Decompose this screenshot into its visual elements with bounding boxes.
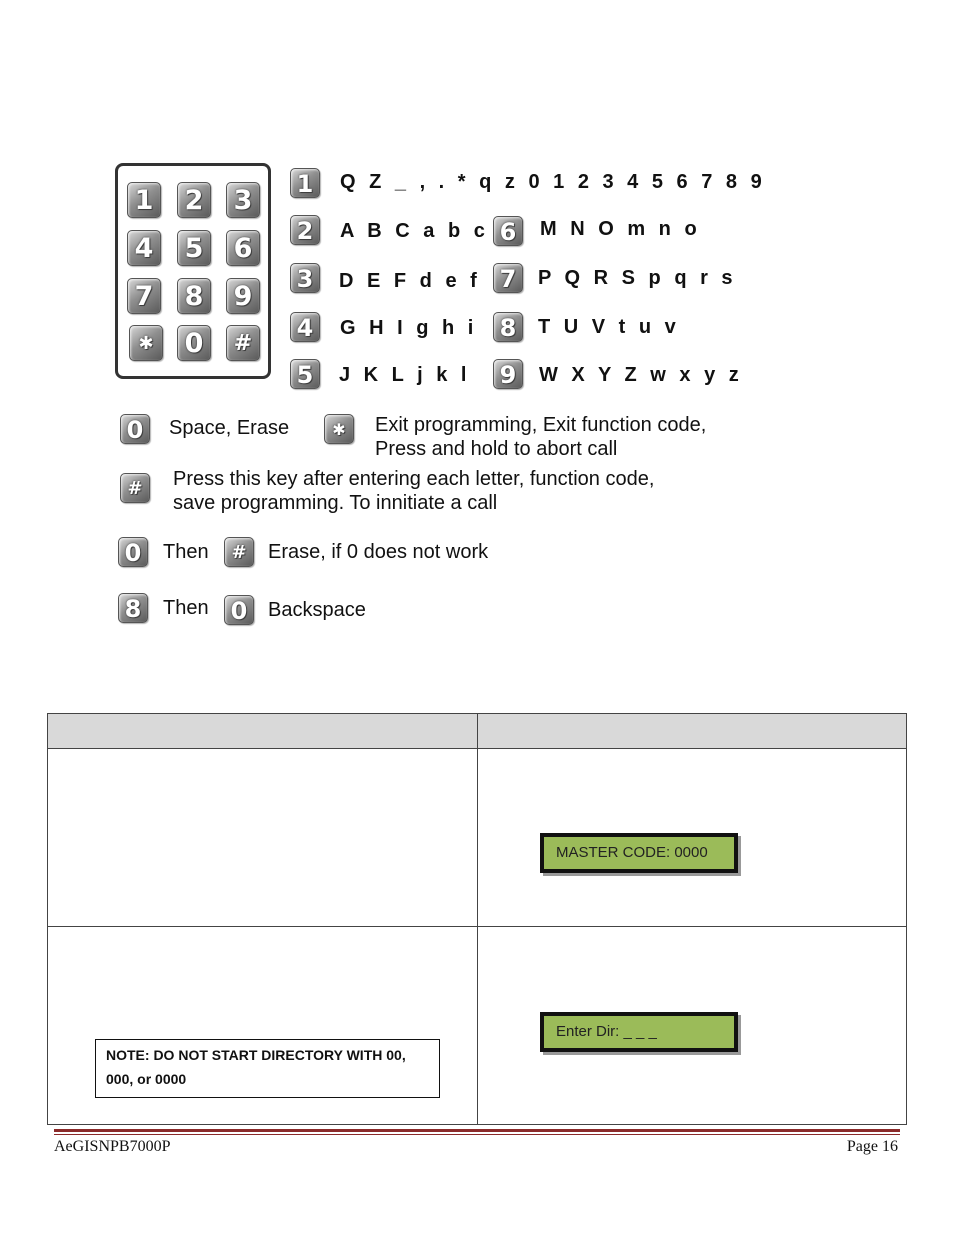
table-header-row [48, 714, 907, 749]
map-chars-5: J K L j k l [339, 364, 471, 386]
map-key-6: 6 [493, 216, 523, 246]
map-chars-9: W X Y Z w x y z [539, 364, 743, 386]
map-chars-4: G H I g h i [340, 317, 478, 339]
keypad-key-star: ✱ [129, 325, 163, 361]
keypad-key-9: 9 [226, 278, 260, 314]
combo1-key-b: # [224, 537, 254, 567]
map-key-8: 8 [493, 312, 523, 342]
map-key-2: 2 [290, 215, 320, 245]
combo2-key-b: 0 [224, 595, 254, 625]
combo1-desc: Erase, if 0 does not work [268, 541, 489, 563]
combo2-then: Then [163, 597, 209, 619]
table-header-cell [48, 714, 478, 749]
footer-rule-thin [54, 1134, 900, 1135]
map-key-4: 4 [290, 312, 320, 342]
legend-star-desc-1: Exit programming, Exit function code, [375, 414, 707, 436]
keypad-key-8: 8 [177, 278, 211, 314]
directory-note: NOTE: DO NOT START DIRECTORY WITH 00, 000, or 0000 [95, 1039, 440, 1098]
map-key-9: 9 [493, 359, 523, 389]
map-key-5: 5 [290, 359, 320, 389]
combo2-desc: Backspace [268, 599, 366, 621]
keypad-key-0: 0 [177, 325, 211, 361]
legend-star-key: ✱ [324, 414, 354, 444]
keypad-key-pound: # [226, 325, 260, 361]
map-chars-1: Q Z _ , . * q z 0 1 2 3 4 5 6 7 8 9 [340, 171, 766, 193]
map-chars-2: A B C a b c [340, 220, 489, 242]
combo2-key-a: 8 [118, 593, 148, 623]
keypad-illustration [115, 163, 271, 379]
map-chars-6: M N O m n o [540, 218, 701, 240]
keypad-key-7: 7 [127, 278, 161, 314]
keypad-key-4: 4 [127, 230, 161, 266]
table-header-cell [478, 714, 907, 749]
map-key-7: 7 [493, 263, 523, 293]
table-row [48, 749, 907, 927]
legend-star-desc-2: Press and hold to abort call [375, 438, 618, 460]
keypad-key-6: 6 [226, 230, 260, 266]
combo1-then: Then [163, 541, 209, 563]
keypad-key-3: 3 [226, 182, 260, 218]
keypad-key-2: 2 [177, 182, 211, 218]
legend-pound-key: # [120, 473, 150, 503]
footer-rule [54, 1129, 900, 1132]
footer-page-number: Page 16 [846, 1138, 898, 1155]
map-chars-8: T U V t u v [538, 316, 680, 338]
lcd-enter-dir: Enter Dir: _ _ _ [540, 1012, 738, 1052]
map-chars-7: P Q R S p q r s [538, 267, 737, 289]
keypad-key-5: 5 [177, 230, 211, 266]
legend-pound-desc-1: Press this key after entering each letter, function code, [173, 468, 655, 490]
keypad-key-1: 1 [127, 182, 161, 218]
map-key-1: 1 [290, 168, 320, 198]
map-chars-3: D E F d e f [339, 270, 481, 292]
lcd-master-code: MASTER CODE: 0000 [540, 833, 738, 873]
legend-pound-desc-2: save programming. To innitiate a call [173, 492, 498, 514]
map-key-3: 3 [290, 263, 320, 293]
legend-zero-key: 0 [120, 414, 150, 444]
footer-doc-id: AeGISNPB7000P [54, 1138, 171, 1155]
combo1-key-a: 0 [118, 537, 148, 567]
table-cell [48, 749, 478, 927]
legend-zero-desc: Space, Erase [169, 417, 290, 439]
